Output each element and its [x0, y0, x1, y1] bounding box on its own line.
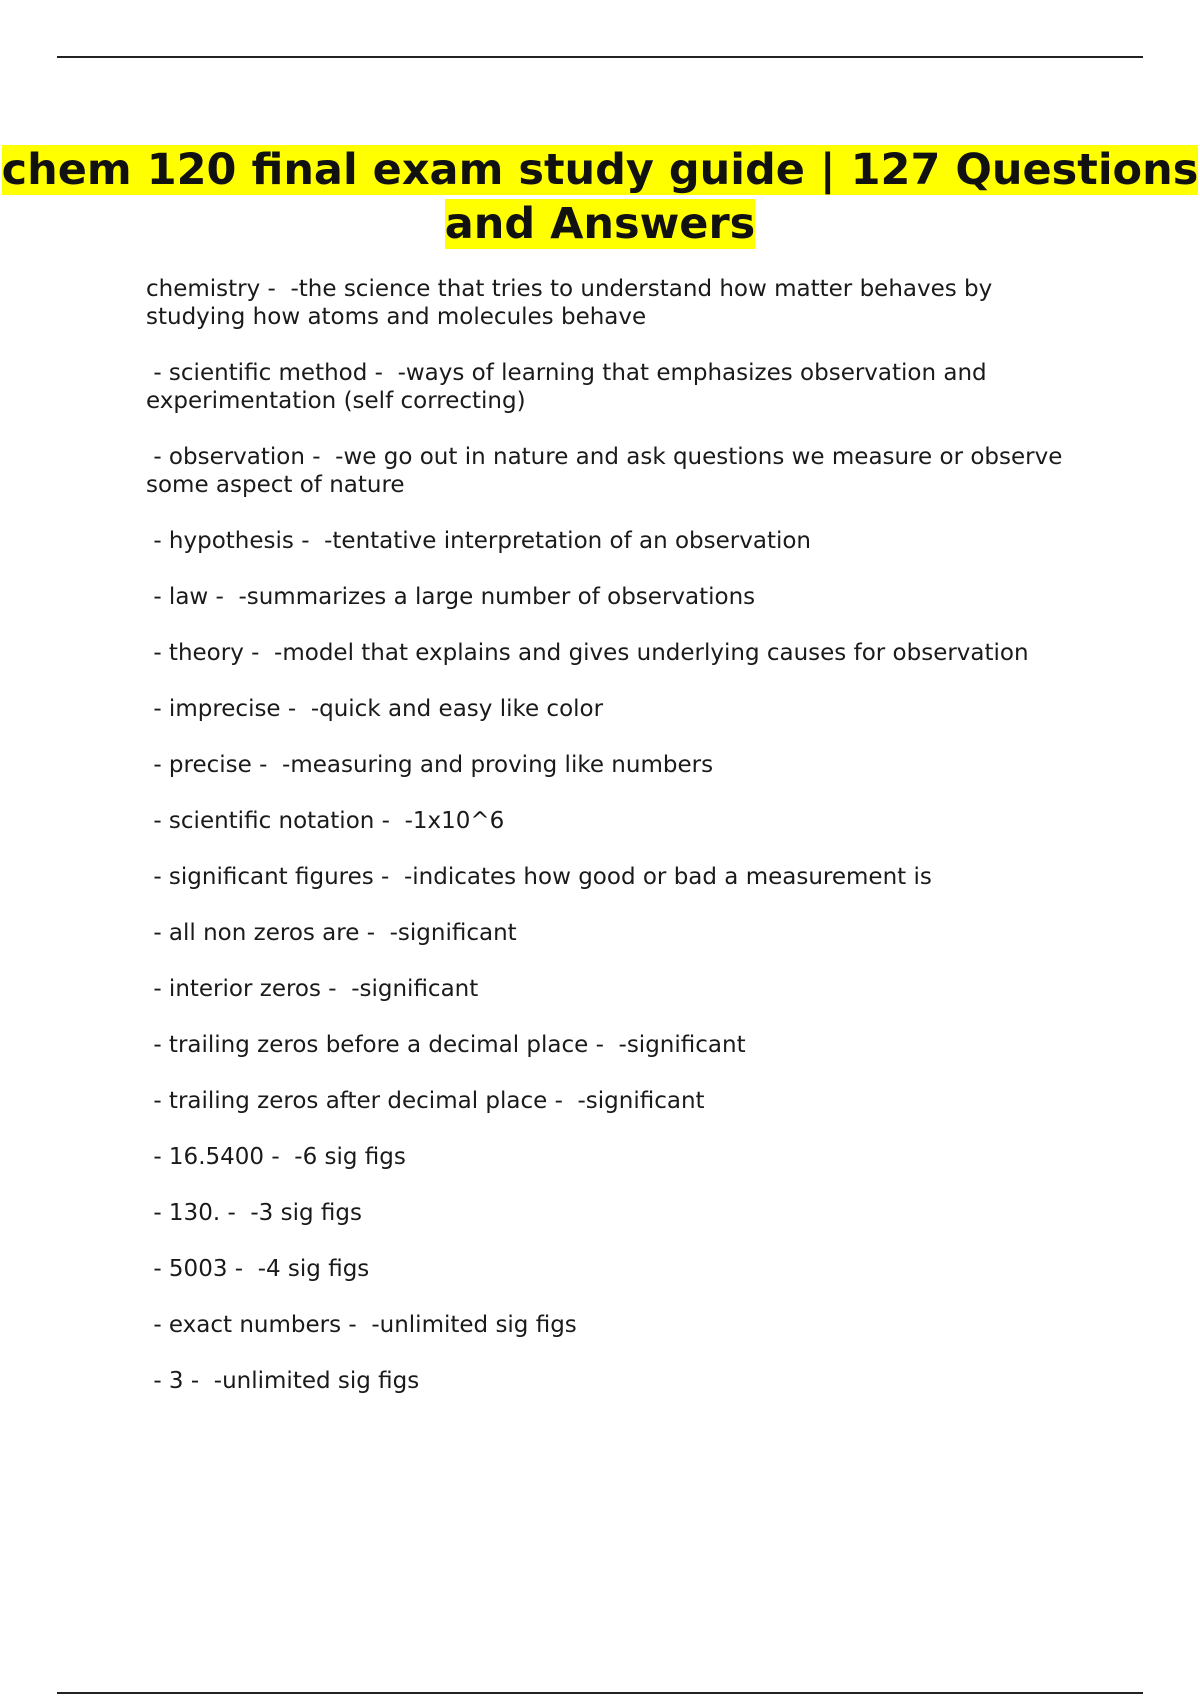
- qa-entry: - observation - -we go out in nature and ask questions we measure or observe some aspect of nature: [146, 444, 1070, 498]
- qa-entry: - hypothesis - -tentative interpretation of an observation: [146, 528, 812, 554]
- qa-entry: - scientific notation - -1x10^6: [146, 808, 505, 834]
- qa-entry: - all non zeros are - -significant: [146, 920, 517, 946]
- qa-entry: chemistry - -the science that tries to understand how matter behaves by studying how atoms and molecules behave: [146, 276, 1000, 330]
- bottom-divider: [57, 1692, 1143, 1694]
- qa-entry: - exact numbers - -unlimited sig figs: [146, 1312, 577, 1338]
- document-title: chem 120 final exam study guide | 127 Questions and Answers: [1, 145, 1199, 249]
- qa-entry: - imprecise - -quick and easy like color: [146, 696, 604, 722]
- qa-entry: - interior zeros - -significant: [146, 976, 479, 1002]
- title-block: [0, 143, 1200, 251]
- qa-entry: - 5003 - -4 sig figs: [146, 1256, 370, 1282]
- qa-entry: - significant figures - -indicates how good or bad a measurement is: [146, 864, 932, 890]
- qa-entry: - trailing zeros before a decimal place - -significant: [146, 1032, 746, 1058]
- qa-entry: - trailing zeros after decimal place - -significant: [146, 1088, 705, 1114]
- qa-entry: - 130. - -3 sig figs: [146, 1200, 362, 1226]
- qa-entry: - precise - -measuring and proving like numbers: [146, 752, 714, 778]
- qa-list: [146, 275, 1086, 1423]
- qa-entry: - 3 - -unlimited sig figs: [146, 1368, 420, 1394]
- qa-entry: - law - -summarizes a large number of observations: [146, 584, 756, 610]
- qa-entry: - scientific method - -ways of learning that emphasizes observation and experimentation (self correcting): [146, 360, 994, 414]
- top-divider: [57, 56, 1143, 58]
- qa-entry: - theory - -model that explains and gives underlying causes for observation: [146, 640, 1029, 666]
- qa-entry: - 16.5400 - -6 sig figs: [146, 1144, 406, 1170]
